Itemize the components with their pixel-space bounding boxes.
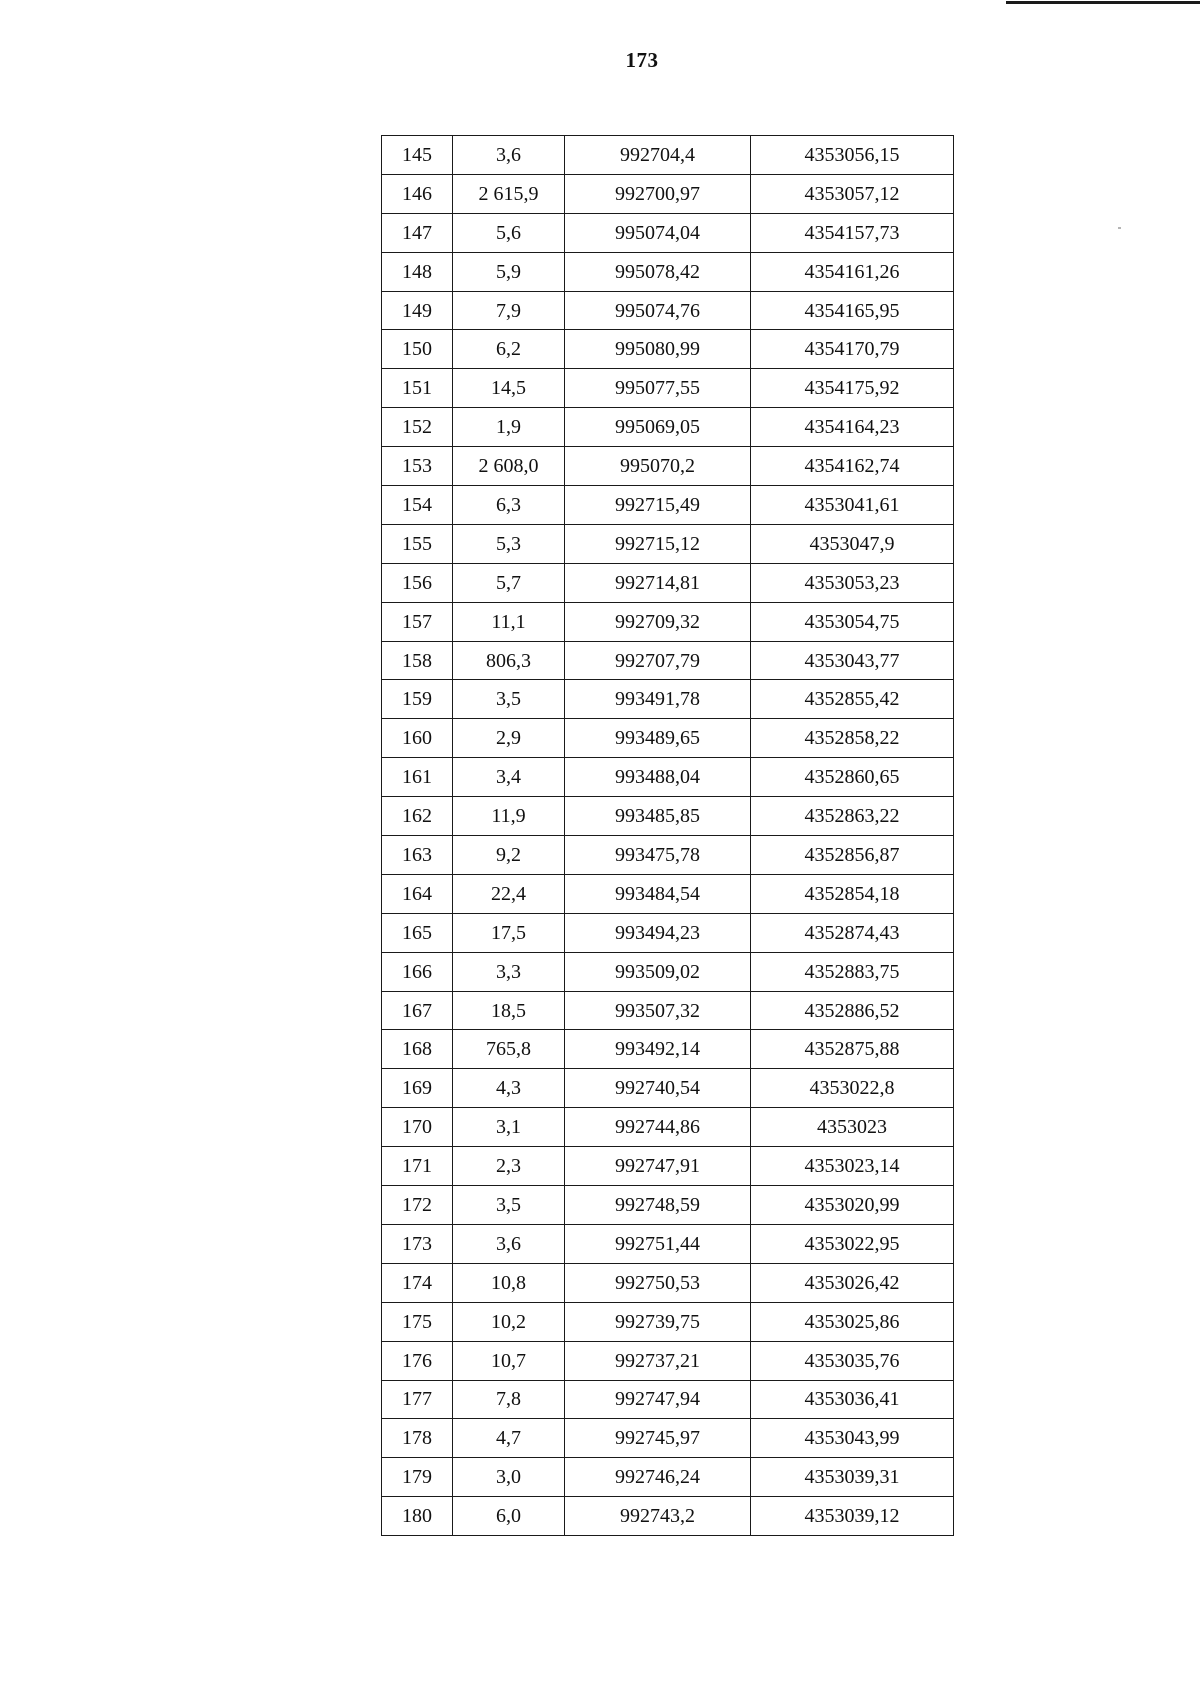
x-coordinate-cell: 993485,85 [565, 797, 751, 836]
y-coordinate-cell: 4353053,23 [751, 563, 954, 602]
x-coordinate-cell: 992714,81 [565, 563, 751, 602]
x-coordinate-cell: 992743,2 [565, 1497, 751, 1536]
point-number-cell: 151 [382, 369, 453, 408]
x-coordinate-cell: 992715,49 [565, 486, 751, 525]
table-row [382, 1302, 954, 1341]
point-number-cell: 168 [382, 1030, 453, 1069]
value-cell: 7,9 [453, 291, 565, 330]
value-cell: 7,8 [453, 1380, 565, 1419]
value-cell: 6,3 [453, 486, 565, 525]
x-coordinate-cell: 995078,42 [565, 252, 751, 291]
value-cell: 2 615,9 [453, 174, 565, 213]
y-coordinate-cell: 4352883,75 [751, 952, 954, 991]
point-number-cell: 176 [382, 1341, 453, 1380]
y-coordinate-cell: 4353026,42 [751, 1263, 954, 1302]
x-coordinate-cell: 995077,55 [565, 369, 751, 408]
value-cell: 3,6 [453, 136, 565, 175]
value-cell: 5,7 [453, 563, 565, 602]
x-coordinate-cell: 992746,24 [565, 1458, 751, 1497]
point-number-cell: 170 [382, 1108, 453, 1147]
table-row [382, 330, 954, 369]
x-coordinate-cell: 992715,12 [565, 524, 751, 563]
y-coordinate-cell: 4353020,99 [751, 1186, 954, 1225]
table-row [382, 952, 954, 991]
value-cell: 765,8 [453, 1030, 565, 1069]
y-coordinate-cell: 4353057,12 [751, 174, 954, 213]
value-cell: 18,5 [453, 991, 565, 1030]
point-number-cell: 153 [382, 447, 453, 486]
x-coordinate-cell: 992744,86 [565, 1108, 751, 1147]
table-row [382, 680, 954, 719]
y-coordinate-cell: 4354164,23 [751, 408, 954, 447]
y-coordinate-cell: 4353043,99 [751, 1419, 954, 1458]
table-row [382, 758, 954, 797]
table-row [382, 1458, 954, 1497]
x-coordinate-cell: 992704,4 [565, 136, 751, 175]
value-cell: 2,3 [453, 1147, 565, 1186]
table-row [382, 991, 954, 1030]
value-cell: 3,5 [453, 680, 565, 719]
x-coordinate-cell: 995070,2 [565, 447, 751, 486]
x-coordinate-cell: 993488,04 [565, 758, 751, 797]
point-number-cell: 169 [382, 1069, 453, 1108]
value-cell: 3,6 [453, 1224, 565, 1263]
point-number-cell: 174 [382, 1263, 453, 1302]
point-number-cell: 175 [382, 1302, 453, 1341]
y-coordinate-cell: 4352858,22 [751, 719, 954, 758]
value-cell: 6,0 [453, 1497, 565, 1536]
value-cell: 5,3 [453, 524, 565, 563]
x-coordinate-cell: 993489,65 [565, 719, 751, 758]
value-cell: 5,9 [453, 252, 565, 291]
x-coordinate-cell: 992709,32 [565, 602, 751, 641]
x-coordinate-cell: 993492,14 [565, 1030, 751, 1069]
point-number-cell: 173 [382, 1224, 453, 1263]
page-number: 173 [625, 48, 659, 72]
point-number-cell: 145 [382, 136, 453, 175]
value-cell: 3,1 [453, 1108, 565, 1147]
table-row [382, 136, 954, 175]
value-cell: 5,6 [453, 213, 565, 252]
x-coordinate-cell: 992739,75 [565, 1302, 751, 1341]
y-coordinate-cell: 4353022,8 [751, 1069, 954, 1108]
point-number-cell: 177 [382, 1380, 453, 1419]
point-number-cell: 161 [382, 758, 453, 797]
point-number-cell: 172 [382, 1186, 453, 1225]
table-row [382, 1108, 954, 1147]
table-row [382, 1341, 954, 1380]
value-cell: 2 608,0 [453, 447, 565, 486]
x-coordinate-cell: 995080,99 [565, 330, 751, 369]
x-coordinate-cell: 992745,97 [565, 1419, 751, 1458]
x-coordinate-cell: 992747,94 [565, 1380, 751, 1419]
y-coordinate-cell: 4354157,73 [751, 213, 954, 252]
value-cell: 10,2 [453, 1302, 565, 1341]
y-coordinate-cell: 4352874,43 [751, 913, 954, 952]
y-coordinate-cell: 4353043,77 [751, 641, 954, 680]
table-row [382, 524, 954, 563]
y-coordinate-cell: 4354162,74 [751, 447, 954, 486]
point-number-cell: 152 [382, 408, 453, 447]
y-coordinate-cell: 4352855,42 [751, 680, 954, 719]
x-coordinate-cell: 995074,04 [565, 213, 751, 252]
point-number-cell: 171 [382, 1147, 453, 1186]
point-number-cell: 167 [382, 991, 453, 1030]
coordinates-table [381, 135, 954, 1536]
value-cell: 3,3 [453, 952, 565, 991]
table-row [382, 836, 954, 875]
x-coordinate-cell: 993507,32 [565, 991, 751, 1030]
y-coordinate-cell: 4353047,9 [751, 524, 954, 563]
x-coordinate-cell: 992700,97 [565, 174, 751, 213]
y-coordinate-cell: 4352854,18 [751, 874, 954, 913]
point-number-cell: 155 [382, 524, 453, 563]
table-row [382, 1419, 954, 1458]
coordinates-table-body [382, 136, 954, 1536]
x-coordinate-cell: 993491,78 [565, 680, 751, 719]
table-row [382, 252, 954, 291]
x-coordinate-cell: 995069,05 [565, 408, 751, 447]
table-row [382, 1186, 954, 1225]
y-coordinate-cell: 4353054,75 [751, 602, 954, 641]
table-row [382, 1224, 954, 1263]
value-cell: 3,4 [453, 758, 565, 797]
value-cell: 4,7 [453, 1419, 565, 1458]
y-coordinate-cell: 4354175,92 [751, 369, 954, 408]
y-coordinate-cell: 4353039,12 [751, 1497, 954, 1536]
value-cell: 6,2 [453, 330, 565, 369]
table-row [382, 1497, 954, 1536]
point-number-cell: 158 [382, 641, 453, 680]
table-row [382, 719, 954, 758]
x-coordinate-cell: 992740,54 [565, 1069, 751, 1108]
table-row [382, 447, 954, 486]
point-number-cell: 149 [382, 291, 453, 330]
y-coordinate-cell: 4353056,15 [751, 136, 954, 175]
y-coordinate-cell: 4352860,65 [751, 758, 954, 797]
point-number-cell: 166 [382, 952, 453, 991]
value-cell: 806,3 [453, 641, 565, 680]
table-row [382, 641, 954, 680]
scan-edge-line [1006, 1, 1200, 4]
scan-speck [1118, 227, 1121, 229]
point-number-cell: 165 [382, 913, 453, 952]
point-number-cell: 179 [382, 1458, 453, 1497]
point-number-cell: 147 [382, 213, 453, 252]
point-number-cell: 159 [382, 680, 453, 719]
y-coordinate-cell: 4352856,87 [751, 836, 954, 875]
value-cell: 17,5 [453, 913, 565, 952]
y-coordinate-cell: 4352886,52 [751, 991, 954, 1030]
x-coordinate-cell: 993484,54 [565, 874, 751, 913]
y-coordinate-cell: 4354170,79 [751, 330, 954, 369]
point-number-cell: 163 [382, 836, 453, 875]
table-row [382, 291, 954, 330]
x-coordinate-cell: 992737,21 [565, 1341, 751, 1380]
table-row [382, 1380, 954, 1419]
table-row [382, 602, 954, 641]
value-cell: 2,9 [453, 719, 565, 758]
x-coordinate-cell: 992748,59 [565, 1186, 751, 1225]
y-coordinate-cell: 4353035,76 [751, 1341, 954, 1380]
table-row [382, 1263, 954, 1302]
point-number-cell: 178 [382, 1419, 453, 1458]
value-cell: 11,1 [453, 602, 565, 641]
point-number-cell: 162 [382, 797, 453, 836]
table-row [382, 1147, 954, 1186]
table-row [382, 1069, 954, 1108]
table-row [382, 797, 954, 836]
x-coordinate-cell: 995074,76 [565, 291, 751, 330]
x-coordinate-cell: 993509,02 [565, 952, 751, 991]
value-cell: 4,3 [453, 1069, 565, 1108]
table-row [382, 369, 954, 408]
value-cell: 3,5 [453, 1186, 565, 1225]
y-coordinate-cell: 4354161,26 [751, 252, 954, 291]
y-coordinate-cell: 4353025,86 [751, 1302, 954, 1341]
table-row [382, 1030, 954, 1069]
value-cell: 22,4 [453, 874, 565, 913]
y-coordinate-cell: 4353041,61 [751, 486, 954, 525]
table-row [382, 913, 954, 952]
value-cell: 3,0 [453, 1458, 565, 1497]
value-cell: 14,5 [453, 369, 565, 408]
value-cell: 1,9 [453, 408, 565, 447]
point-number-cell: 157 [382, 602, 453, 641]
x-coordinate-cell: 992747,91 [565, 1147, 751, 1186]
value-cell: 10,7 [453, 1341, 565, 1380]
y-coordinate-cell: 4353036,41 [751, 1380, 954, 1419]
x-coordinate-cell: 992750,53 [565, 1263, 751, 1302]
point-number-cell: 180 [382, 1497, 453, 1536]
y-coordinate-cell: 4353023,14 [751, 1147, 954, 1186]
x-coordinate-cell: 992751,44 [565, 1224, 751, 1263]
table-row [382, 174, 954, 213]
value-cell: 9,2 [453, 836, 565, 875]
point-number-cell: 154 [382, 486, 453, 525]
y-coordinate-cell: 4352863,22 [751, 797, 954, 836]
value-cell: 10,8 [453, 1263, 565, 1302]
table-row [382, 486, 954, 525]
table-row [382, 874, 954, 913]
y-coordinate-cell: 4354165,95 [751, 291, 954, 330]
table-row [382, 408, 954, 447]
y-coordinate-cell: 4353039,31 [751, 1458, 954, 1497]
point-number-cell: 164 [382, 874, 453, 913]
y-coordinate-cell: 4353023 [751, 1108, 954, 1147]
point-number-cell: 148 [382, 252, 453, 291]
value-cell: 11,9 [453, 797, 565, 836]
x-coordinate-cell: 992707,79 [565, 641, 751, 680]
point-number-cell: 150 [382, 330, 453, 369]
x-coordinate-cell: 993475,78 [565, 836, 751, 875]
table-row [382, 213, 954, 252]
table-row [382, 563, 954, 602]
y-coordinate-cell: 4353022,95 [751, 1224, 954, 1263]
y-coordinate-cell: 4352875,88 [751, 1030, 954, 1069]
point-number-cell: 146 [382, 174, 453, 213]
x-coordinate-cell: 993494,23 [565, 913, 751, 952]
point-number-cell: 160 [382, 719, 453, 758]
point-number-cell: 156 [382, 563, 453, 602]
